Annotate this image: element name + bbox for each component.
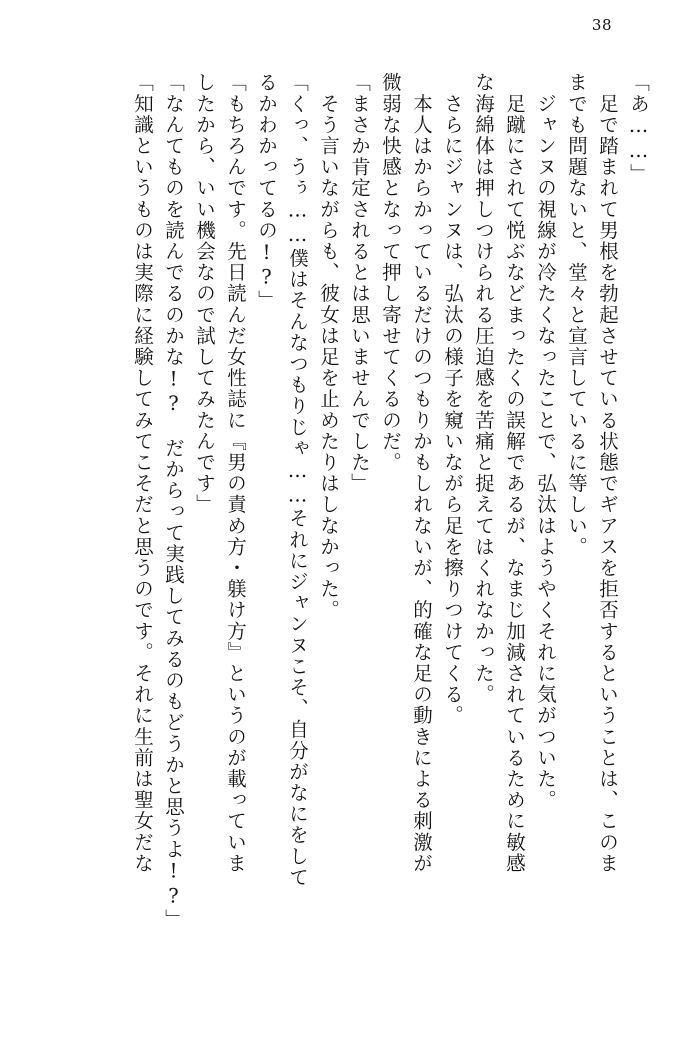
text-column: ジャンヌの視線が冷たくなったことで、弘汰はようやくそれに気がついた。	[534, 72, 557, 811]
text-column: 「知識というものは実際に経験してみてこそだと思うのです。それに生前は聖女だな	[131, 72, 154, 874]
text-column: 微弱な快感となって押し寄せてくるのだ。	[379, 72, 402, 473]
text-column: したから、いい機会なので試してみたんです」	[193, 72, 216, 516]
text-column: 「あ……」	[627, 72, 650, 185]
text-column: るかわかってるの!?」	[255, 72, 278, 312]
text-column: 足蹴にされて悦ぶなどまったくの誤解であるが、なまじ加減されているために敏感	[503, 72, 526, 874]
text-column: そう言いながらも、彼女は足を止めたりはしなかった。	[317, 72, 340, 621]
text-column: 「なんてものを読んでるのかな!? だからって実践してみるのもどうかと思うよ!?」	[162, 72, 185, 930]
text-column: 本人はからかっているだけのつもりかもしれないが、的確な足の動きによる刺激が	[410, 72, 433, 874]
vertical-text-block	[40, 72, 648, 990]
page-number: 38	[591, 16, 612, 34]
text-column: 「くっ、うぅ……僕はそんなつもりじゃ……それにジャンヌこそ、自分がなにをして	[286, 72, 309, 888]
text-column: 「まさか肯定されるとは思いませんでした」	[348, 72, 371, 494]
text-column: な海綿体は押しつけられる圧迫感を苦痛と捉えてはくれなかった。	[472, 72, 495, 705]
text-column: 足で踏まれて男根を勃起させている状態でギアスを拒否するということは、このま	[596, 72, 619, 874]
text-column: 「もちろんです。先日読んだ女性誌に『男の責め方・躾け方』というのが載っていま	[224, 72, 247, 874]
text-column: さらにジャンヌは、弘汰の様子を窺いながら足を擦りつけてくる。	[441, 72, 464, 727]
text-column: までも問題ないと、堂々と宣言しているに等しい。	[565, 72, 588, 558]
